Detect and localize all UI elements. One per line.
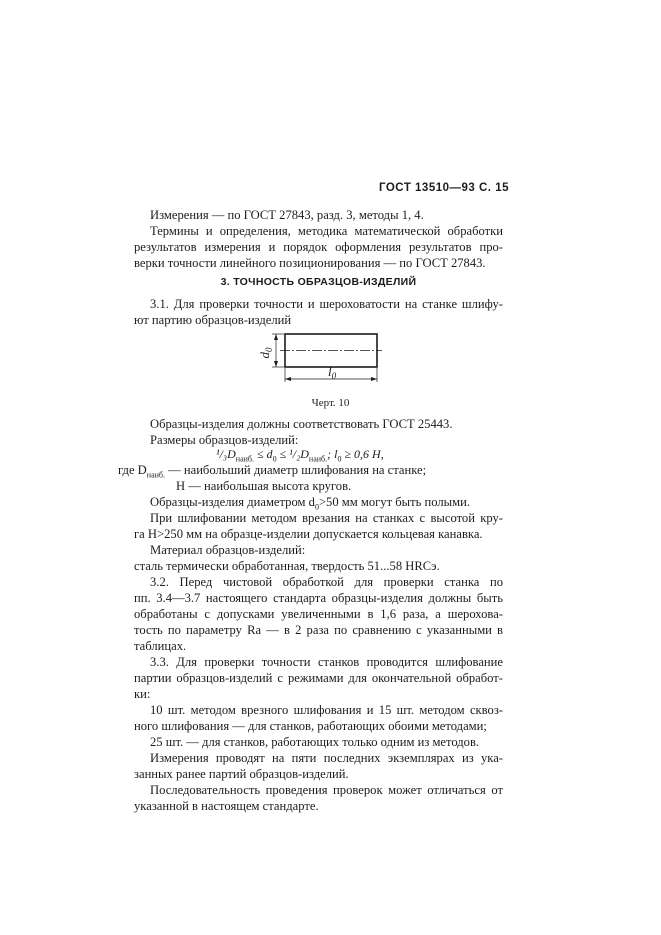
where-dmax-desc: — наибольший диаметр шлифования на станке; [164,463,427,477]
measure-paragraph [134,750,503,782]
p31-line-1: 3.1. Для проверки точности и шероховатости на станке шлифу- [150,297,503,311]
formula-part-d: ; l [327,447,338,461]
p32-line-2: пп. 3.4—3.7 настоящего стандарта образцы-изделия должны быть [134,591,503,605]
formula-sub-c: наиб. [308,454,328,464]
arrow-left [285,377,291,381]
formula-part-b: ≤ d [253,447,273,461]
p32-line-5: таблицах. [134,639,187,653]
formula-sub-b: 0 [272,454,277,464]
paragraph-3-1 [134,296,503,328]
p32-line-1: 3.2. Перед чистовой обработкой для проверки станка по [150,575,503,589]
where-dmax: где D [118,463,147,477]
terms-line-2: результатов измерения и порядок оформления результатов про- [134,240,503,254]
formula-sub-a: наиб. [235,454,254,464]
measurements-line: Измерения — по ГОСТ 27843, разд. 3, методы 1, 4. [150,208,424,222]
formula-part-e: ≥ 0,6 H, [341,447,384,461]
intro-block [134,207,503,271]
where-dmax-sub: наиб. [146,470,165,480]
p33-line-2: партии образцов-изделий с режимами для окончательной обработ- [134,671,503,685]
sequence-line-2: указанной в настоящем стандарте. [134,799,319,813]
where-line-5: га H>250 мм на образце-изделии допускается кольцевая канавка. [134,527,483,541]
p33-item-3: 25 шт. — для станков, работающих только одним из методов. [150,735,480,749]
hollow-rest: >50 мм могут быть полыми. [318,495,470,509]
p33-line-3: ки: [134,687,151,701]
formula-sub-d: 0 [337,454,342,464]
where-line-3 [134,494,503,510]
measure-line-2: занных ранее партий образцов-изделий. [134,767,349,781]
paragraph-3-3 [134,654,503,750]
where-line-6: Материал образцов-изделий: [150,543,306,557]
figure-caption: Черт. 10 [311,397,350,409]
terms-line-3: верки точности линейного позиционирования — по ГОСТ 27843. [134,256,486,270]
specimen-drawing [250,328,400,386]
hollow-prefix: Образцы-изделия диаметром d [150,495,315,509]
p33-item-1: 10 шт. методом врезного шлифования и 15 шт. методом сквоз- [150,703,503,717]
section-title: 3. ТОЧНОСТЬ ОБРАЗЦОВ-ИЗДЕЛИЙ [220,276,417,288]
page-header: ГОСТ 13510—93 С. 15 [378,182,509,194]
where-line-2: H — наибольшая высота кругов. [176,479,352,493]
sizes-line: Размеры образцов-изделий: [150,433,299,447]
sequence-paragraph [134,782,503,814]
length-label: l [328,364,332,379]
hollow-sub: 0 [314,502,319,512]
sequence-line-1: Последовательность проведения проверок может отличаться от [150,783,503,797]
formula-part-c: ≤ ¹/₂D [276,447,309,461]
after-figure-block [134,416,503,448]
standard-line: Образцы-изделия должны соответствовать ГОСТ 25443. [150,417,453,431]
formula-part-a: ¹/₃D [216,447,236,461]
arrow-top [274,334,278,340]
where-line-4: При шлифовании методом врезания на станках с высотой кру- [150,511,503,525]
diameter-label: d [257,352,272,359]
p32-line-3: обработаны с допусками увеличенными в 1,6 раза, а шерохова- [134,607,503,621]
where-line-1 [118,462,503,478]
measure-line-1: Измерения проводят на пяти последних экземплярах из ука- [150,751,503,765]
length-label-sub: 0 [331,371,337,381]
arrow-bottom [274,361,278,367]
p33-item-2: ного шлифования — для станков, работающих обоими методами; [134,719,487,733]
p31-line-2: ют партию образцов-изделий [134,313,292,327]
diameter-label-sub: 0 [264,347,274,352]
where-line-7: сталь термически обработанная, твердость 51...58 HRCэ. [134,559,440,573]
arrow-right [371,377,377,381]
p33-line-1: 3.3. Для проверки точности станков проводится шлифование [150,655,503,669]
terms-line-1: Термины и определения, методика математической обработки [150,224,503,238]
size-formula [216,447,384,462]
svg-text:d0 [257,347,274,359]
paragraph-3-2 [134,574,503,654]
where-block [118,462,503,574]
p32-line-4: тость по параметру Ra — в 2 раза по сравнению с указанными в [134,623,503,637]
